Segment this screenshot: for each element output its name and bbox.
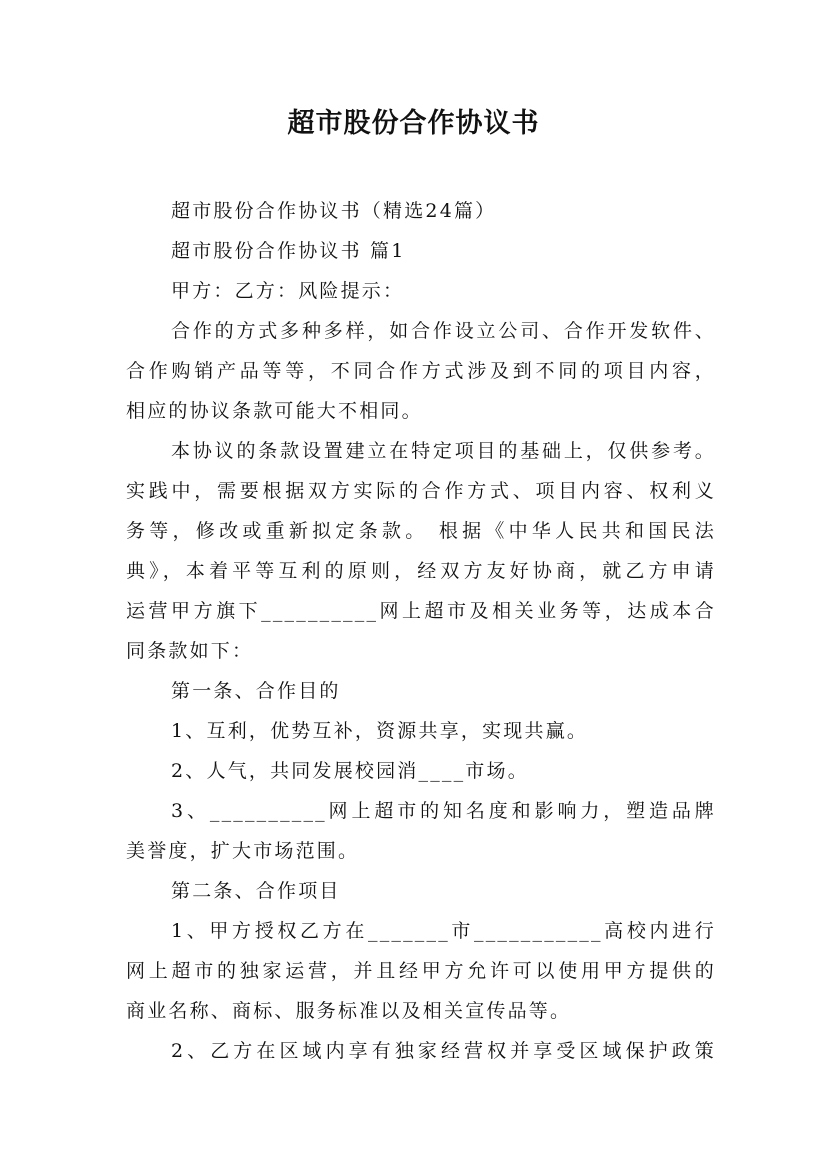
clause-line: 2、乙方在区域内享有独家经营权并享受区域保护政策: [171, 1040, 716, 1062]
section-heading: 超市股份合作协议书 篇1: [171, 240, 406, 262]
clause-line: 2、人气，共同发展校园消____市场。: [171, 760, 529, 782]
article-heading: 第二条、合作项目: [171, 880, 341, 902]
subtitle-line: 超市股份合作协议书（精选24篇）: [171, 200, 497, 222]
paragraph-line: 运营甲方旗下__________网上超市及相关业务等，达成本合: [126, 600, 716, 622]
clause-line: 3、__________网上超市的知名度和影响力，塑造品牌: [171, 800, 716, 822]
document-title: 超市股份合作协议书: [287, 108, 540, 139]
paragraph-line: 本协议的条款设置建立在特定项目的基础上，仅供参考。: [171, 440, 716, 462]
paragraph-line: 务等，修改或重新拟定条款。 根据《中华人民共和国民法: [126, 520, 716, 542]
clause-line: 网上超市的独家运营，并且经甲方允许可以使用甲方提供的: [126, 960, 716, 982]
paragraph-line: 合作的方式多种多样，如合作设立公司、合作开发软件、: [171, 320, 716, 342]
article-heading: 第一条、合作目的: [171, 680, 341, 702]
paragraph-line: 实践中，需要根据双方实际的合作方式、项目内容、权利义: [126, 480, 716, 502]
paragraph-line: 典》，本着平等互利的原则，经双方友好协商，就乙方申请: [126, 560, 716, 582]
paragraph-line: 合作购销产品等等，不同合作方式涉及到不同的项目内容，: [126, 360, 716, 382]
clause-line: 商业名称、商标、服务标准以及相关宣传品等。: [126, 1000, 572, 1022]
clause-line: 1、甲方授权乙方在_______市___________高校内进行: [171, 920, 716, 942]
paragraph-line: 相应的协议条款可能大不相同。: [126, 400, 423, 422]
clause-line: 1、互利，优势互补，资源共享，实现共赢。: [171, 720, 589, 742]
parties-line: 甲方：乙方：风险提示：: [171, 280, 405, 302]
clause-line: 美誉度，扩大市场范围。: [126, 840, 360, 862]
paragraph-line: 同条款如下：: [126, 640, 254, 662]
